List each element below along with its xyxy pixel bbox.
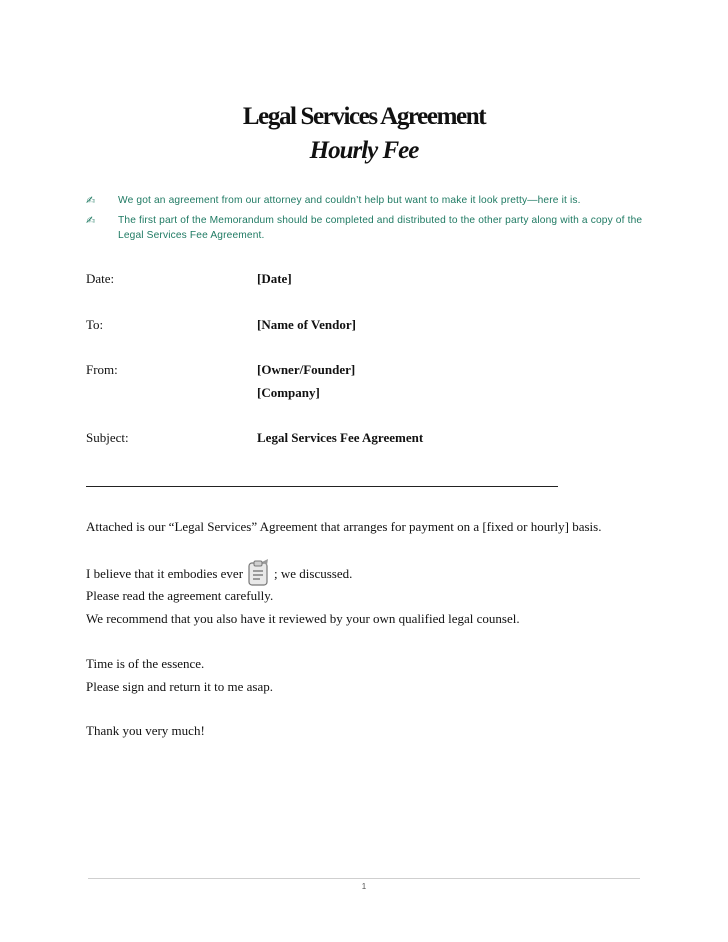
date-label: Date:	[86, 271, 115, 286]
to-label: To:	[86, 317, 104, 332]
body-paragraph-essence: Time is of the essence.	[86, 656, 205, 671]
separator-rule	[86, 486, 558, 487]
writing-hand-icon: ✍	[86, 214, 96, 227]
from-company: [Company]	[257, 385, 320, 400]
footer-rule	[88, 878, 640, 879]
body-paragraph-sign: Please sign and return it to me asap.	[86, 679, 274, 694]
clipboard-note-icon	[246, 559, 272, 587]
body-paragraph-read: Please read the agreement carefully.	[86, 588, 274, 603]
date-value: [Date]	[257, 271, 292, 286]
body-paragraph-embodies-end: ; we discussed.	[274, 566, 353, 581]
document-title: Legal Services Agreement	[242, 103, 486, 130]
body-paragraph-thanks: Thank you very much!	[86, 723, 205, 738]
document-subtitle: Hourly Fee	[309, 137, 419, 164]
body-paragraph-recommend: We recommend that you also have it reviewed by your own qualified legal counsel.	[86, 611, 520, 626]
from-value: [Owner/Founder]	[257, 362, 356, 377]
from-label: From:	[86, 362, 118, 377]
subject-value: Legal Services Fee Agreement	[257, 430, 424, 445]
to-value: [Name of Vendor]	[257, 317, 356, 332]
writing-hand-icon: ✍	[86, 194, 96, 207]
page-number: 1	[361, 882, 367, 891]
body-paragraph-embodies-start: I believe that it embodies ever	[86, 566, 244, 581]
subject-label: Subject:	[86, 430, 129, 445]
body-paragraph-attached: Attached is our “Legal Services” Agreement that arranges for payment on a [fixed or hourly] basis.	[86, 519, 602, 534]
instruction-note-text: The first part of the Memorandum should be completed and distributed to the other party along with a copy of the Legal Services Fee Agreement.	[118, 215, 643, 241]
instruction-note-text: We got an agreement from our attorney and couldn’t help but want to make it look pretty—here it is.	[118, 195, 581, 206]
